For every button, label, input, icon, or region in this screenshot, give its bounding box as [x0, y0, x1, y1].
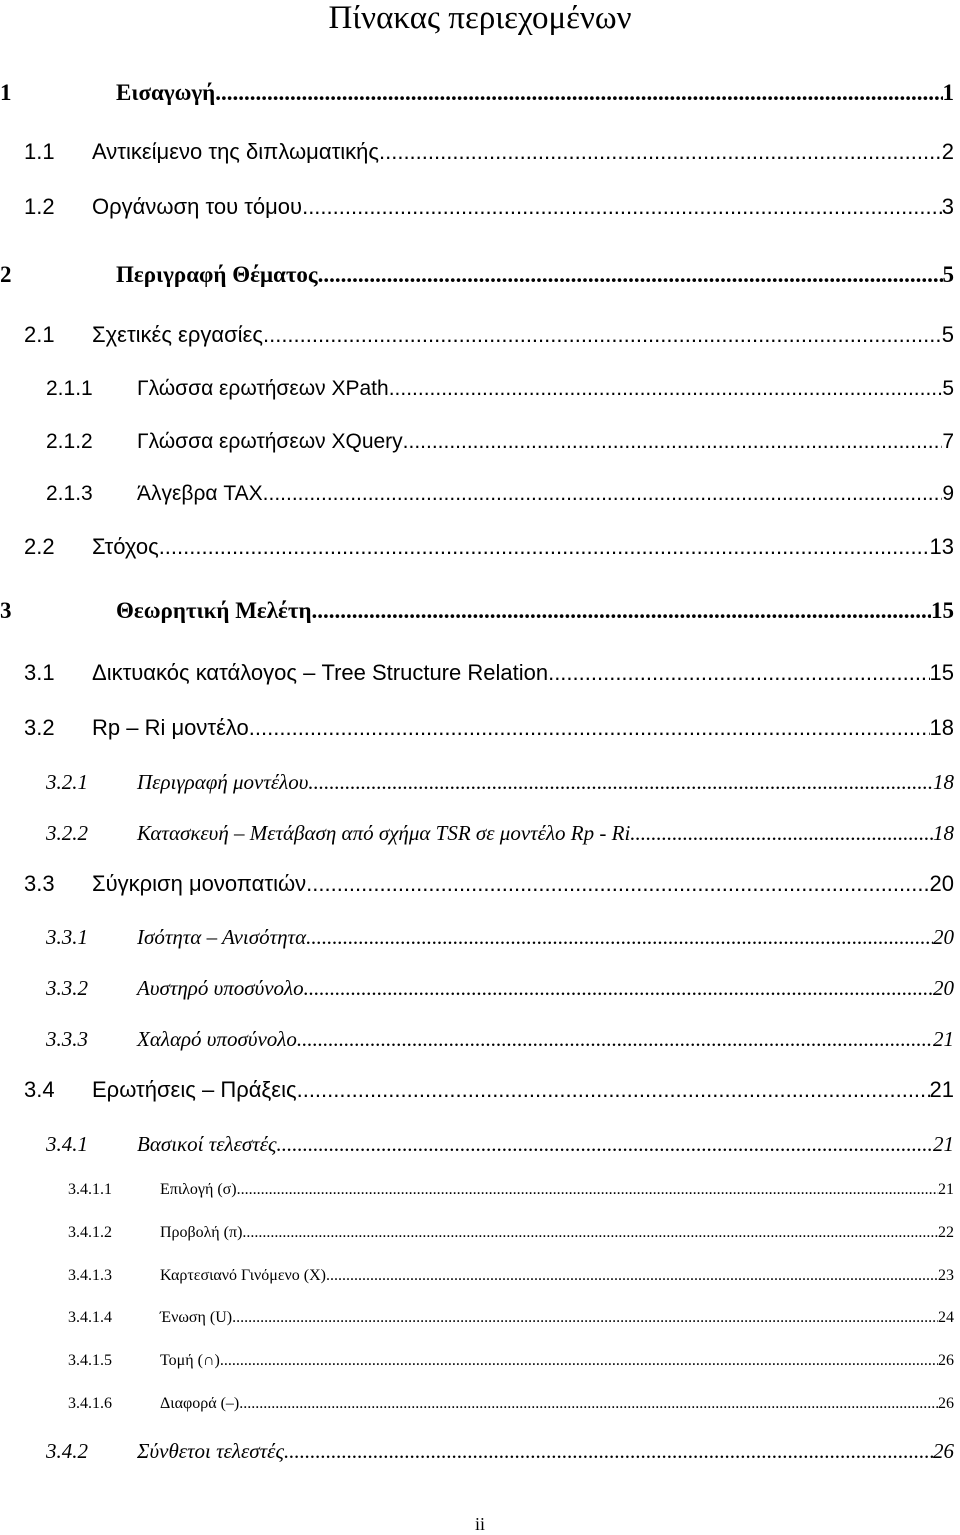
toc-entry[interactable] [46, 976, 954, 1004]
toc-number: 3.4.1.4 [68, 1309, 112, 1326]
toc-label: Ισότητα – Ανισότητα [137, 925, 307, 949]
toc-label: Βασικοί τελεστές [137, 1132, 277, 1156]
toc-page: 22 [938, 1224, 954, 1241]
toc-number: 3.4.1.6 [68, 1395, 112, 1412]
toc-number: 2 [0, 262, 12, 287]
toc-entry[interactable] [24, 1077, 954, 1107]
toc-leader [548, 660, 929, 686]
toc-label: Διαφορά (–) [160, 1395, 240, 1412]
toc-number: 3.2.2 [46, 821, 88, 845]
toc-entry[interactable] [46, 377, 954, 405]
toc-entry[interactable] [24, 139, 954, 169]
toc-number: 2.2 [24, 534, 55, 559]
toc-label: Rp – Ri μοντέλο [92, 715, 249, 740]
toc-page: 2 [941, 139, 954, 164]
toc-label: Δικτυακός κατάλογος – Tree Structure Relation [92, 660, 549, 685]
toc-number: 3.2.1 [46, 770, 88, 794]
toc-leader [297, 1077, 930, 1103]
toc-entry[interactable] [24, 715, 954, 745]
toc-label: Περιγραφή μοντέλου [137, 770, 309, 794]
toc-label: Γλώσσα ερωτήσεων XQuery [137, 430, 403, 453]
toc-label: Θεωρητική Μελέτη [116, 598, 312, 623]
toc-entry[interactable] [46, 482, 954, 510]
toc-page: 3 [941, 194, 954, 219]
toc-entry[interactable] [0, 80, 954, 110]
toc-entry[interactable] [68, 1224, 954, 1246]
toc-label: Σύγκριση μονοπατιών [92, 871, 307, 896]
toc-page: 26 [933, 1439, 954, 1463]
toc-label: Προβολή (π) [160, 1224, 243, 1241]
toc-leader [379, 139, 942, 165]
toc-label: Εισαγωγή [116, 80, 216, 105]
toc-page: 26 [938, 1395, 954, 1412]
toc-leader [284, 1439, 933, 1464]
toc-number: 3.3.3 [46, 1027, 88, 1051]
toc-leader [312, 598, 931, 624]
toc-label: Χαλαρό υποσύνολο [137, 1027, 297, 1051]
toc-label: Οργάνωση του τόμου [92, 194, 303, 219]
toc-label: Στόχος [92, 534, 159, 559]
toc-page: 5 [942, 262, 954, 287]
toc-leader [304, 976, 933, 1001]
toc-number: 1.1 [24, 139, 55, 164]
toc-entry[interactable] [24, 534, 954, 564]
toc-title: Πίνακας περιεχομένων [328, 0, 632, 36]
toc-entry[interactable] [24, 322, 954, 352]
toc-number: 3.4.1.2 [68, 1224, 112, 1241]
toc-page: 21 [938, 1181, 954, 1198]
toc-label: Ερωτήσεις – Πράξεις [92, 1077, 297, 1102]
toc-leader [232, 1309, 938, 1327]
toc-label: Γλώσσα ερωτήσεων XPath [137, 377, 389, 400]
toc-label: Επιλογή (σ) [160, 1181, 237, 1198]
toc-number: 3.4.1.3 [68, 1267, 112, 1284]
toc-leader [297, 1027, 933, 1052]
toc-leader [263, 482, 943, 506]
toc-page: 18 [933, 770, 954, 794]
toc-number: 1 [0, 80, 12, 105]
toc-leader [220, 1352, 938, 1370]
toc-page: 5 [941, 322, 954, 347]
toc-entry[interactable] [24, 194, 954, 224]
toc-entry[interactable] [46, 821, 954, 849]
toc-label: Καρτεσιανό Γινόμενο (X) [160, 1267, 326, 1284]
toc-entry[interactable] [46, 770, 954, 798]
toc-leader [389, 377, 943, 401]
page-number: ii [474, 1514, 485, 1534]
toc-entry[interactable] [68, 1352, 954, 1374]
toc-number: 3.3.1 [46, 925, 88, 949]
toc-entry[interactable] [24, 871, 954, 901]
toc-leader [326, 1267, 938, 1285]
toc-number: 3.4.1 [46, 1132, 88, 1156]
toc-label: Άλγεβρα TAX [137, 482, 263, 505]
toc-leader [239, 1395, 938, 1413]
toc-entry[interactable] [46, 430, 954, 458]
toc-entry[interactable] [24, 660, 954, 690]
toc-page: 24 [938, 1309, 954, 1326]
toc-entry[interactable] [0, 262, 954, 292]
toc-leader [318, 262, 943, 288]
toc-page: 15 [931, 598, 954, 623]
toc-leader [403, 430, 943, 454]
toc-entry[interactable] [68, 1267, 954, 1289]
toc-leader [308, 770, 933, 795]
toc-leader [237, 1181, 938, 1199]
toc-page: 15 [929, 660, 954, 685]
toc-number: 2.1.1 [46, 377, 93, 400]
toc-number: 2.1 [24, 322, 55, 347]
toc-leader [249, 715, 930, 741]
toc-leader [306, 925, 933, 950]
toc-number: 3.4.2 [46, 1439, 88, 1463]
toc-entry[interactable] [68, 1309, 954, 1331]
toc-number: 3.4 [24, 1077, 55, 1102]
toc-page: 18 [933, 821, 954, 845]
toc-page: 20 [933, 976, 954, 1000]
toc-page: 13 [929, 534, 954, 559]
toc-leader [242, 1224, 938, 1242]
toc-number: 3.4.1.5 [68, 1352, 112, 1369]
toc-label: Περιγραφή Θέματος [116, 262, 318, 287]
toc-number: 2.1.2 [46, 430, 93, 453]
toc-entry[interactable] [46, 925, 954, 953]
toc-leader [263, 322, 942, 348]
toc-page: 1 [942, 80, 954, 105]
toc-leader [302, 194, 942, 220]
toc-page: 21 [929, 1077, 954, 1102]
toc-page: 5 [942, 377, 954, 400]
toc-number: 3.3 [24, 871, 55, 896]
toc-leader [630, 821, 933, 846]
toc-entry[interactable] [46, 1132, 954, 1160]
toc-leader [159, 534, 930, 560]
toc-label: Σύνθετοι τελεστές [137, 1439, 284, 1463]
toc-entry[interactable] [46, 1439, 954, 1467]
toc-label: Αντικείμενο της διπλωματικής [92, 139, 379, 164]
toc-page: 21 [933, 1132, 954, 1156]
toc-entry[interactable] [68, 1395, 954, 1417]
toc-number: 2.1.3 [46, 482, 93, 505]
toc-page: 23 [938, 1267, 954, 1284]
toc-page: 26 [938, 1352, 954, 1369]
toc-leader [306, 871, 929, 897]
toc-label: Ένωση (U) [160, 1309, 233, 1326]
toc-entry[interactable] [0, 598, 954, 628]
toc-page: 21 [933, 1027, 954, 1051]
toc-label: Αυστηρό υποσύνολο [137, 976, 304, 1000]
toc-label: Κατασκευή – Μετάβαση από σχήμα TSR σε μοντέλο Rp - Ri [137, 821, 631, 845]
toc-label: Τομή (∩) [160, 1352, 220, 1369]
toc-entry[interactable] [46, 1027, 954, 1055]
toc-number: 1.2 [24, 194, 55, 219]
toc-number: 3.1 [24, 660, 55, 685]
toc-number: 3.3.2 [46, 976, 88, 1000]
toc-page: 18 [929, 715, 954, 740]
toc-number: 3.4.1.1 [68, 1181, 112, 1198]
toc-leader [277, 1132, 933, 1157]
toc-page: 20 [929, 871, 954, 896]
toc-entry[interactable] [68, 1181, 954, 1203]
toc-number: 3.2 [24, 715, 55, 740]
toc-number: 3 [0, 598, 12, 623]
toc-page: 20 [933, 925, 954, 949]
toc-leader [215, 80, 942, 106]
toc-page: 7 [942, 430, 954, 453]
toc-page: 9 [942, 482, 954, 505]
toc-label: Σχετικές εργασίες [92, 322, 263, 347]
